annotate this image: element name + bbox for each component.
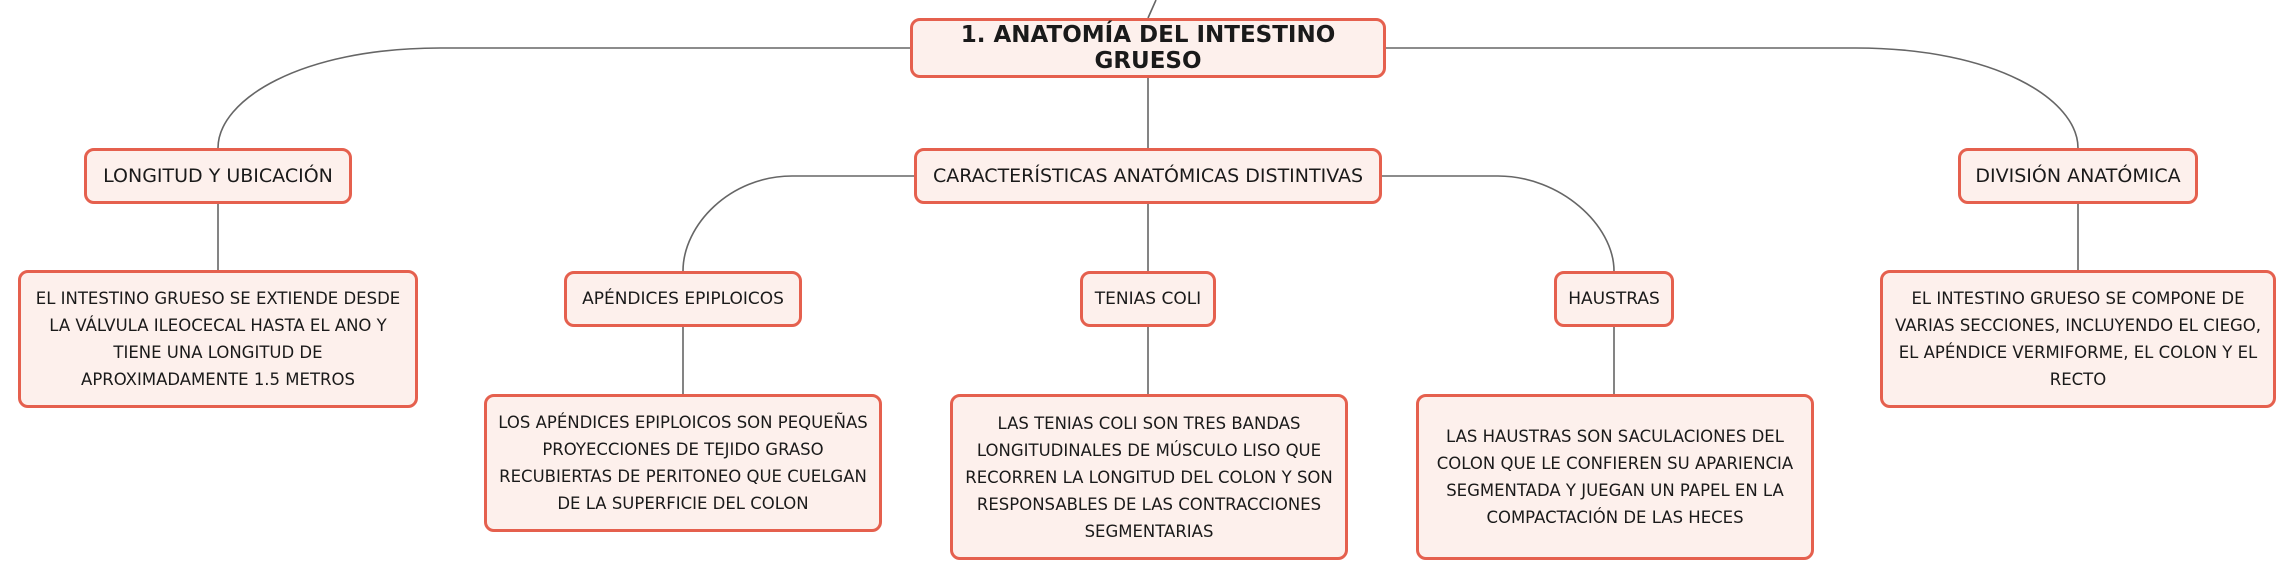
connector-root-division <box>1386 48 2078 148</box>
root-label: 1. ANATOMÍA DEL INTESTINO GRUESO <box>960 22 1336 74</box>
connector-caracteristicas-haustras <box>1382 176 1614 271</box>
node-tenias-description[interactable] <box>950 394 1348 560</box>
node-haustras[interactable] <box>1554 271 1674 327</box>
node-label: DIVISIÓN ANATÓMICA <box>1975 165 2181 187</box>
node-apendices-epiploicos[interactable] <box>564 271 802 327</box>
node-label: TENIAS COLI <box>1094 289 1202 309</box>
node-text: LAS TENIAS COLI SON TRES BANDAS LONGITUDINALES DE MÚSCULO LISO QUE RECORREN LA LONGITUD DEL COLON Y SON RESPONSABLES DE LAS CONTRACCIONES SEGMENTARIAS <box>965 413 1333 541</box>
node-label: CARACTERÍSTICAS ANATÓMICAS DISTINTIVAS <box>932 165 1364 187</box>
node-text: LOS APÉNDICES EPIPLOICOS SON PEQUEÑAS PROYECCIONES DE TEJIDO GRASO RECUBIERTAS DE PERITONEO QUE CUELGAN DE LA SUPERFICIE DEL COLON <box>498 413 868 513</box>
node-division-description[interactable] <box>1880 270 2276 408</box>
node-text: LAS HAUSTRAS SON SACULACIONES DEL COLON QUE LE CONFIEREN SU APARIENCIA SEGMENTADA Y JUEGAN UN PAPEL EN LA COMPACTACIÓN DE LAS HECES <box>1436 427 1794 527</box>
connector-caracteristicas-apendices <box>683 176 914 271</box>
node-text: EL INTESTINO GRUESO SE COMPONE DE VARIAS SECCIONES, INCLUYENDO EL CIEGO, EL APÉNDICE VERMIFORME, EL COLON Y EL RECTO <box>1894 289 2262 389</box>
root-node[interactable] <box>910 18 1386 78</box>
node-longitud-description[interactable] <box>18 270 418 408</box>
node-haustras-description[interactable] <box>1416 394 1814 560</box>
node-label: HAUSTRAS <box>1568 289 1660 309</box>
node-label: APÉNDICES EPIPLOICOS <box>582 289 784 309</box>
node-longitud-ubicacion[interactable] <box>84 148 352 204</box>
node-apendices-description[interactable] <box>484 394 882 532</box>
node-label: LONGITUD Y UBICACIÓN <box>103 165 333 187</box>
connector-root-top <box>1148 0 1156 18</box>
connector-root-longitud <box>218 48 910 148</box>
node-text: EL INTESTINO GRUESO SE EXTIENDE DESDE LA VÁLVULA ILEOCECAL HASTA EL ANO Y TIENE UNA LONGITUD DE APROXIMADAMENTE 1.5 METROS <box>35 289 401 389</box>
node-tenias-coli[interactable] <box>1080 271 1216 327</box>
node-caracteristicas-anatomicas[interactable] <box>914 148 1382 204</box>
node-division-anatomica[interactable] <box>1958 148 2198 204</box>
